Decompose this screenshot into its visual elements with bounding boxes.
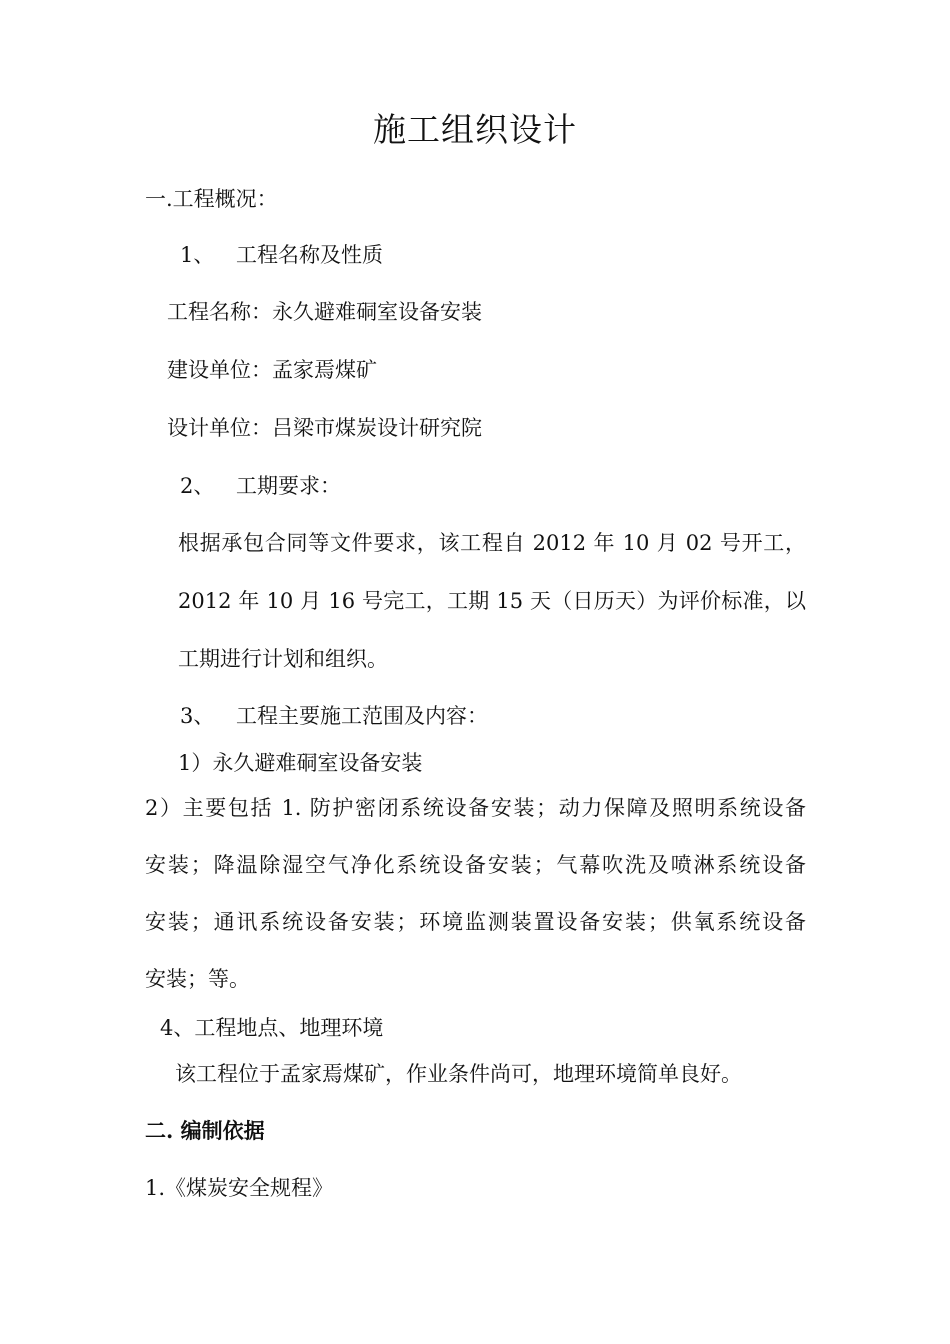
project-name-line: 工程名称：永久避难硐室设备安装 xyxy=(167,300,482,324)
item-2-number: 2、 xyxy=(180,474,215,498)
location-text: 该工程位于孟家焉煤矿，作业条件尚可，地理环境简单良好。 xyxy=(175,1062,742,1086)
section-heading-overview: 一.工程概况： xyxy=(145,187,278,211)
item-3-number: 3、 xyxy=(180,704,215,728)
designer-line: 设计单位：吕梁市煤炭设计研究院 xyxy=(167,416,482,440)
item-1-number: 1、 xyxy=(180,243,215,267)
scope-item-1: 1）永久避难硐室设备安装 xyxy=(178,751,423,775)
scope-item-2-line-4: 安装；等。 xyxy=(145,967,250,991)
reference-item-1: 1.《煤炭安全规程》 xyxy=(145,1176,334,1200)
document-title: 施工组织设计 xyxy=(373,110,577,149)
scope-item-2-line-3: 安装；通讯系统设备安装；环境监测装置设备安装；供氧系统设备 xyxy=(145,910,806,934)
section-heading-basis: 二. 编制依据 xyxy=(145,1118,265,1143)
scope-item-2-line-1: 2）主要包括 1. 防护密闭系统设备安装；动力保障及照明系统设备 xyxy=(145,796,806,820)
item-1-label: 工程名称及性质 xyxy=(236,243,383,267)
item-2-label: 工期要求： xyxy=(236,474,341,498)
schedule-line-3: 工期进行计划和组织。 xyxy=(178,647,388,671)
item-4-label: 4、工程地点、地理环境 xyxy=(160,1016,384,1040)
schedule-line-2: 2012 年 10 月 16 号完工，工期 15 天（日历天）为评价标准，以 xyxy=(178,589,806,613)
item-3-label: 工程主要施工范围及内容： xyxy=(236,704,488,728)
builder-line: 建设单位：孟家焉煤矿 xyxy=(167,358,377,382)
scope-item-2-line-2: 安装；降温除湿空气净化系统设备安装；气幕吹洗及喷淋系统设备 xyxy=(145,853,806,877)
schedule-line-1: 根据承包合同等文件要求，该工程自 2012 年 10 月 02 号开工， xyxy=(178,531,806,555)
